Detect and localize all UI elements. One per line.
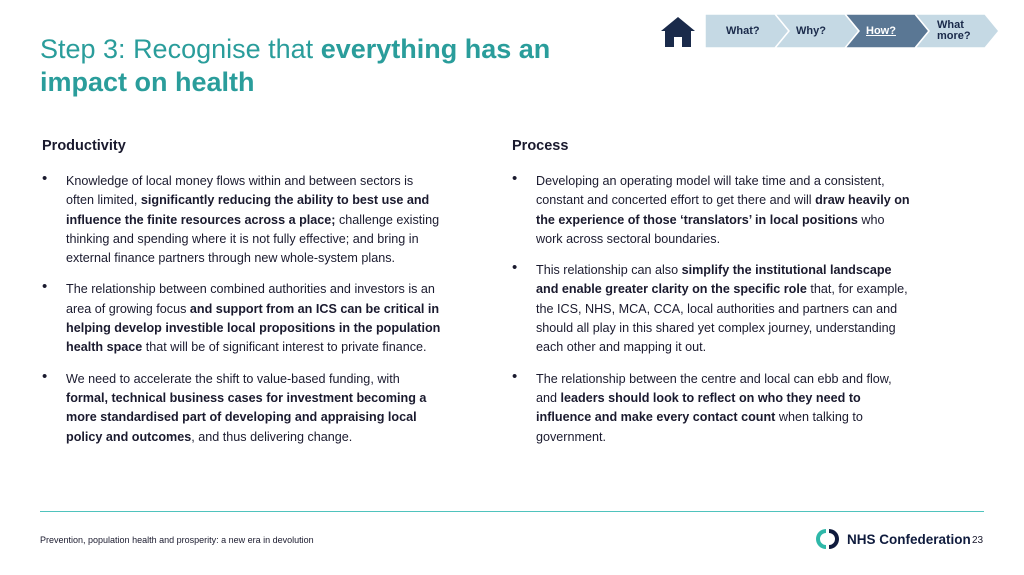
- bullet-text-bold: draw heavily on the experience of those ‘translators’ in local positions: [536, 193, 910, 227]
- nhs-confederation-logo-icon: [815, 528, 841, 550]
- bullet-text-bold: significantly reducing the ability to best use and influence the finite resources across a place;: [66, 193, 430, 227]
- bullet-text: when talking to government.: [536, 410, 863, 444]
- page-number: 23: [972, 535, 984, 546]
- step-navigation: [660, 14, 1010, 48]
- process-column: [512, 138, 912, 459]
- bullet-text-bold: formal, technical business cases for investment becoming a more standardised part of developing and appraising local policy and outcomes: [66, 390, 427, 444]
- nav-step-label: Why?: [796, 24, 826, 37]
- nav-step-label: What?: [726, 24, 760, 37]
- process-bullet: [512, 261, 912, 357]
- productivity-bullet: [42, 370, 442, 447]
- bullet-text-bold: and support from an ICS can be critical in helping develop investible local propositions in the population health space: [66, 301, 441, 355]
- process-list: [512, 172, 912, 447]
- bullet-text: challenge existing thinking and spending where it is not fully effective; and bring in external finance partners through new whole-system plans.: [66, 212, 440, 266]
- process-bullet: [512, 370, 912, 447]
- bullet-text: This relationship can also: [536, 263, 682, 278]
- productivity-bullet: [42, 172, 442, 268]
- process-bullet: [512, 172, 912, 249]
- logo-text: NHS Confederation: [847, 531, 971, 547]
- nhs-confederation-logo[interactable]: [815, 528, 971, 550]
- bullet-text: Developing an operating model will take time and a consistent, constant and concerted effort to get there and will: [536, 174, 885, 208]
- productivity-heading: Productivity: [42, 138, 126, 154]
- bullet-text: The relationship between the centre and local can ebb and flow, and: [536, 371, 892, 405]
- bullet-text-bold: leaders should look to reflect on who they need to influence and make every contact count: [536, 390, 861, 425]
- productivity-column: [42, 138, 442, 459]
- bullet-text: The relationship between combined authorities and investors is an area of growing focus: [66, 282, 435, 316]
- title-emphasis: everything has an impact on health: [40, 34, 551, 97]
- nav-step-what-more[interactable]: [915, 14, 999, 48]
- bullet-text: We need to accelerate the shift to value-based funding, with: [66, 371, 400, 386]
- home-icon[interactable]: [660, 16, 696, 48]
- bullet-text: that will be of significant interest to private finance.: [142, 340, 427, 355]
- title-prefix: Step 3: Recognise that: [40, 34, 321, 64]
- bullet-text: who work across sectoral boundaries.: [536, 212, 885, 246]
- footer-divider: [40, 511, 984, 512]
- productivity-bullet: [42, 280, 442, 357]
- nav-step-label: How?: [866, 24, 896, 37]
- bullet-text-bold: simplify the institutional landscape and enable greater clarity on the specific role: [536, 263, 892, 297]
- footer-publication-title: Prevention, population health and prosperity: a new era in devolution: [40, 535, 314, 545]
- bullet-text: Knowledge of local money flows within and between sectors is often limited,: [66, 174, 414, 208]
- bullet-text: , and thus delivering change.: [191, 429, 353, 444]
- process-heading: Process: [512, 138, 569, 154]
- productivity-list: [42, 172, 442, 447]
- page-title: [40, 33, 560, 99]
- bullet-text: that, for example, the ICS, NHS, MCA, CCA, local authorities and partners can and should all play in this shared yet complex journey, understanding each other and mapping it out.: [536, 282, 908, 355]
- nav-step-label: What more?: [937, 19, 971, 42]
